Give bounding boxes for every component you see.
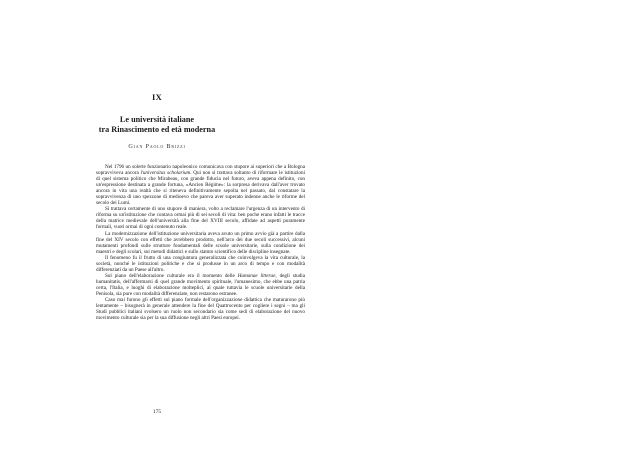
- page-number: 175: [152, 409, 162, 415]
- chapter-title-line-2: tra Rinascimento ed età moderna: [98, 125, 216, 134]
- paragraph: Sul piano dell'elaborazione culturale era il momento delle Humanae litterae, degli studia humanitatis, dell'affermarsi di quel grande movimento spirituale, l'umanesimo, che ebbe una patria certa, l'Italia, e luoghi di elaborazione molteplici, al quale tuttavia le scuole universitarie della Penisola, sia pure con modalità differenziate, non restarono estranee.: [96, 272, 305, 297]
- paragraph: La modernizzazione dell'istituzione universitaria aveva avuto un primo avvio già a partire dalla fine del XIV secolo con effetti che avrebbero prodotto, nell'arco dei due secoli successivi, alcuni mutamenti profondi sulle strutture fondamentali delle scuole universitarie, sulla condizione dei maestri e degli scolari, sui metodi didattici e sullo statuto scientifico delle discipline insegnate.: [96, 230, 305, 255]
- paragraph: Si trattava certamente di uno stupore di maniera, volto a reclamare l'urgenza di un intervento di riforma su un'istituzione che contava ormai più di sei secoli di vita: ben poche erano infatti le tracce della matrice medievale dell'università alla fine del XVIII secolo, affidate ad aspetti puramente formali, vuoti ormai di ogni contenuto reale.: [96, 206, 305, 231]
- paragraph: Nel 1796 un solerte funzionario napoleonico comunicava con stupore ai superiori che a Bologna sopravviveva ancora l'universitas scholarium. Qui non si trattava soltanto di riformare le istituzioni di quel sistema politico che Mirabeau, con grande fiducia nel futuro, aveva appena definito, con un'espressione destinata a grande fortuna, «Ancien Régime»: la sorpresa derivava dall'aver trovato ancora in vita una realtà che si riteneva definitivamente sepolta nel passato, dal constatare la sopravvivenza di uno spezzone di medioevo che pareva aver superato indenne anche le riforme del secolo dei Lumi.: [96, 164, 306, 207]
- body-text: [96, 164, 305, 321]
- chapter-title: [0, 115, 314, 135]
- author-name: Gian Paolo Brizzi: [128, 143, 186, 150]
- chapter-title-line-1: Le università italiane: [119, 115, 195, 124]
- paragraph: Il fenomeno fu il frutto di una congiuntura generalizzata che coinvolgeva la vita culturale, la società, nonché le istituzioni politiche e che si produsse in un arco di tempo e con modalità differenziati da un Paese all'altro.: [96, 254, 305, 273]
- chapter-number: IX: [151, 92, 163, 102]
- paragraph: Caso mai furono gli effetti sul piano formale dell'organizzazione didattica che maturarono più lentamente – bisognerà in generale attendere la fine del Quattrocento per cogliere i segni – ma gli Studi pubblici italiani svolsero un ruolo non secondario sia come sedi di elaborazione del nuovo movimento culturale sia per la sua diffusione negli altri Paesi europei.: [96, 297, 305, 322]
